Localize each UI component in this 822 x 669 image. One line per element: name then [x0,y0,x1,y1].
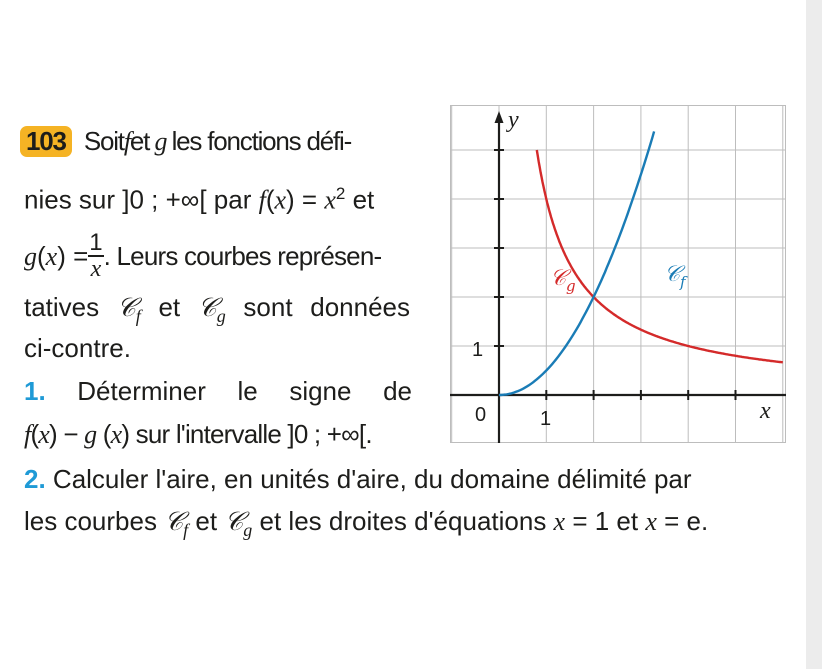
question-2-text: Calculer l'aire, en unités d'aire, du domaine délimité par [52,464,692,494]
question-1-line-1: 1. Déterminer le signe de [24,376,412,406]
y-axis-arrow [495,111,504,123]
curve-g-label: 𝒞$_g$ [550,266,576,295]
curve-g-line [537,150,783,362]
scrollbar[interactable] [806,0,822,669]
question-2-line-1 [24,466,692,492]
graph-ticks [494,150,736,400]
y-tick-label-1: 1 [472,339,484,361]
curve-f-line [499,131,654,395]
function-graph [450,105,786,443]
curve-f-label: 𝒞$_f$ [664,262,686,291]
question-2-number: 2. [24,464,46,494]
exercise-line-3: g(x) = $\frac{1}{x}$ . Leurs courbes représen- [24,229,382,283]
exercise-line-5: ci-contre. [24,333,131,363]
x-axis-label: x [760,398,771,424]
x-tick-label-1: 1 [540,408,552,430]
exercise-line-4: tatives 𝒞$_f$ et 𝒞$_g$ sont données [24,292,410,327]
fraction-one-over-x: $\frac{1}{x}$ [89,229,103,283]
origin-label: 0 [475,404,487,426]
question-1-number: 1. [24,376,46,406]
exercise-line-1: 103 Soitfet g les fonctions défi- [24,126,351,157]
question-1-line-2: f(x) − g (x) sur l'intervalle ]0 ; +∞[. [24,419,372,449]
exercise-line-2: nies sur ]0 ; +∞[ par $f(x) = x^2$ et [24,184,375,215]
exercise-number-badge: 103 [20,126,72,157]
y-axis-label: y [508,107,519,133]
question-2-line-2: les courbes 𝒞$_f$ et 𝒞$_g$ et les droites d'équations x = 1 et x = e. [24,506,709,541]
